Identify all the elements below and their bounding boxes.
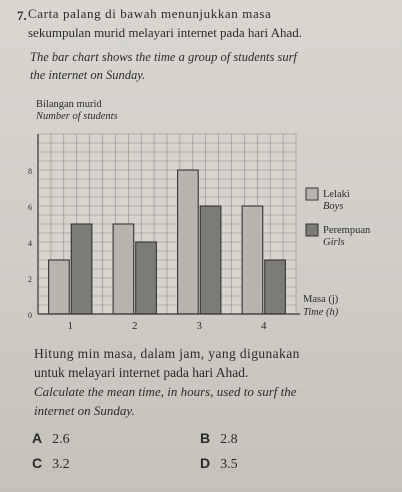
question-text-ms-1: Carta palang di bawah menunjukkan masa <box>28 6 272 21</box>
y-tick-label: 8 <box>28 167 32 176</box>
bar-boys-2 <box>113 224 134 314</box>
option-c[interactable] <box>32 455 70 473</box>
bar-girls-3 <box>200 206 221 314</box>
x-axis-label-ms: Masa (j) <box>303 294 339 305</box>
option-a-letter: A <box>32 430 43 446</box>
bar-girls-1 <box>71 224 92 314</box>
y-axis-label-en: Number of students <box>36 111 118 122</box>
y-tick-label: 0 <box>28 311 32 320</box>
x-tick-label: 1 <box>67 320 73 332</box>
option-a[interactable] <box>32 430 70 448</box>
x-tick-label: 2 <box>132 320 138 332</box>
y-tick-label: 4 <box>28 239 32 248</box>
bar-boys-4 <box>242 206 263 314</box>
option-c-letter: C <box>32 455 43 471</box>
question-text-en-1: The bar chart shows the time a group of students surf <box>30 50 297 64</box>
option-c-value: 3.2 <box>52 457 70 472</box>
x-tick-label: 4 <box>261 320 267 332</box>
legend-label-en: Girls <box>323 237 345 248</box>
bar-boys-3 <box>178 170 199 314</box>
question-text-ms-2: sekumpulan murid melayari internet pada hari Ahad. <box>28 25 302 40</box>
legend-swatch <box>306 224 318 236</box>
option-d-value: 3.5 <box>220 457 238 472</box>
y-tick-label: 2 <box>28 275 32 284</box>
x-tick-label: 3 <box>196 320 202 332</box>
bar-chart <box>0 128 402 338</box>
prompt-text-ms-2: untuk melayari internet pada hari Ahad. <box>34 365 249 380</box>
question-text-en-2: the internet on Sunday. <box>30 68 146 82</box>
option-a-value: 2.6 <box>52 432 70 447</box>
legend-swatch <box>306 188 318 200</box>
legend-label-ms: Lelaki <box>323 189 350 200</box>
bar-girls-2 <box>136 242 157 314</box>
bar-boys-1 <box>49 260 70 314</box>
option-b[interactable] <box>200 430 238 448</box>
option-b-value: 2.8 <box>220 432 238 447</box>
y-axis-label-ms: Bilangan murid <box>36 99 102 110</box>
prompt-text-ms-1: Hitung min masa, dalam jam, yang digunakan <box>34 346 300 361</box>
bar-girls-4 <box>265 260 286 314</box>
legend-label-ms: Perempuan <box>323 225 371 236</box>
legend-label-en: Boys <box>323 201 344 212</box>
option-d[interactable] <box>200 455 238 473</box>
prompt-text-en-2: internet on Sunday. <box>34 403 135 418</box>
y-tick-label: 6 <box>28 203 32 212</box>
x-axis-label-en: Time (h) <box>303 307 339 318</box>
question-number: 7. <box>17 8 27 23</box>
prompt-text-en-1: Calculate the mean time, in hours, used to surf the <box>34 384 297 399</box>
option-d-letter: D <box>200 455 211 471</box>
option-b-letter: B <box>200 430 211 446</box>
